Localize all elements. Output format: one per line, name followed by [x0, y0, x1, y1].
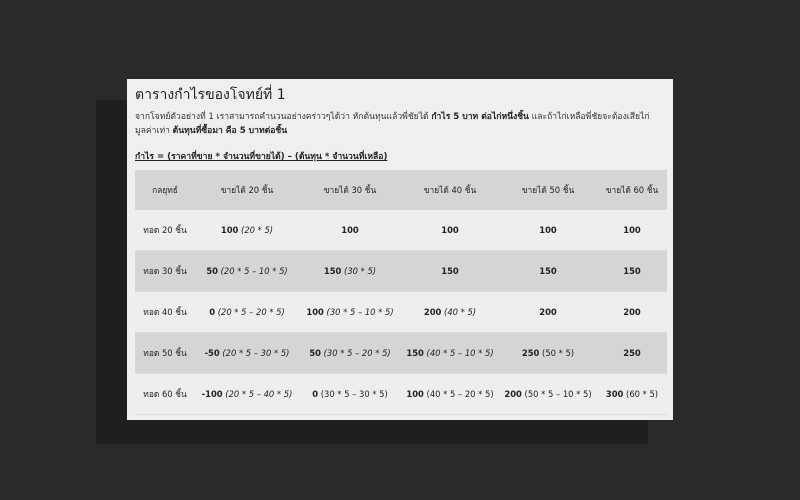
cell-value: 50 [206, 265, 218, 276]
intro-bold-2: ต้นทุนที่ซื้อมา คือ 5 บาทต่อชิ้น [172, 126, 288, 136]
cell-formula: (30 * 5 – 10 * 5) [326, 306, 394, 317]
table-cell [299, 292, 401, 333]
cell-value: 0 [209, 306, 216, 317]
table-cell [195, 210, 299, 251]
table-row [135, 210, 667, 251]
cell-formula: (20 * 5) [241, 224, 274, 235]
cell-formula: (30 * 5 – 30 * 5) [320, 388, 388, 399]
cell-formula: (20 * 5 – 30 * 5) [222, 347, 290, 358]
table-cell [499, 292, 597, 333]
cell-value: 150 [406, 347, 424, 358]
cell-value: 0 [312, 388, 319, 399]
table-row [135, 251, 667, 292]
page-title: ตารางกำไรของโจทย์ที่ 1 [135, 87, 286, 103]
cell-value: 300 [605, 388, 624, 399]
table-row [135, 333, 667, 374]
table-cell [299, 251, 401, 292]
cell-value: 250 [521, 347, 540, 358]
table-cell [195, 333, 299, 374]
cell-formula: (60 * 5) [626, 388, 659, 399]
cell-value: 150 [441, 265, 459, 276]
table-cell [401, 374, 499, 415]
table-cell [499, 333, 597, 374]
cell-value: -100 [201, 388, 223, 399]
row-label: ทอด 20 ชิ้น [135, 210, 195, 251]
table-cell [499, 251, 597, 292]
row-label: ทอด 30 ชิ้น [135, 251, 195, 292]
header-sell-60: ขายได้ 60 ชิ้น [597, 170, 667, 210]
table-cell [597, 210, 667, 251]
table-cell [195, 374, 299, 415]
intro-text-1: จากโจทย์ตัวอย่างที่ 1 เราสามารถคำนวนอย่างคร่าวๆได้ว่า หักต้นทุนแล้วพี่ชัยได้ [135, 112, 432, 122]
cell-formula: (30 * 5 – 20 * 5) [323, 347, 391, 358]
table-cell [401, 292, 499, 333]
table-cell [195, 251, 299, 292]
intro-paragraph [135, 110, 665, 138]
table-header-row [135, 170, 667, 210]
table-row [135, 292, 667, 333]
header-sell-30: ขายได้ 30 ชิ้น [299, 170, 401, 210]
cell-value: 200 [623, 306, 641, 317]
cell-value: 100 [406, 388, 424, 399]
cell-formula: (20 * 5 – 20 * 5) [217, 306, 285, 317]
content-card [127, 79, 673, 420]
cell-value: 100 [220, 224, 239, 235]
cell-formula: (50 * 5 – 10 * 5) [524, 388, 592, 399]
header-sell-20: ขายได้ 20 ชิ้น [195, 170, 299, 210]
profit-table [135, 170, 667, 415]
cell-value: 150 [323, 265, 342, 276]
row-label: ทอด 50 ชิ้น [135, 333, 195, 374]
cell-formula: (20 * 5 – 10 * 5) [220, 265, 288, 276]
cell-value: 50 [309, 347, 321, 358]
cell-value: -50 [204, 347, 220, 358]
table-row [135, 374, 667, 415]
table-cell [597, 292, 667, 333]
table-cell [401, 251, 499, 292]
table-cell [597, 374, 667, 415]
table-cell [299, 333, 401, 374]
cell-value: 200 [504, 388, 522, 399]
table-cell [499, 374, 597, 415]
cell-value: 100 [623, 224, 641, 235]
table-cell [401, 210, 499, 251]
intro-text-2: และถ้าไก่เหลือพี่ชัยจะต้องเสียไก่มูลค่าเท่า [135, 112, 650, 136]
table-cell [401, 333, 499, 374]
row-label: ทอด 60 ชิ้น [135, 374, 195, 415]
table-cell [597, 333, 667, 374]
cell-formula: (30 * 5) [344, 265, 377, 276]
header-sell-40: ขายได้ 40 ชิ้น [401, 170, 499, 210]
cell-formula: (40 * 5) [444, 306, 477, 317]
cell-formula: (50 * 5) [542, 347, 575, 358]
cell-value: 100 [341, 224, 359, 235]
header-strategy: กลยุทธ์ [135, 170, 195, 210]
cell-value: 250 [623, 347, 641, 358]
table-cell [299, 210, 401, 251]
table-cell [597, 251, 667, 292]
profit-formula: กำไร = (ราคาที่ขาย * จำนวนที่ขายได้) – (ต้นทุน * จำนวนที่เหลือ) [135, 152, 388, 162]
table-cell [195, 292, 299, 333]
cell-value: 200 [423, 306, 442, 317]
cell-value: 150 [539, 265, 557, 276]
intro-bold-1: กำไร 5 บาท ต่อไก่หนึ่งชิ้น [431, 112, 529, 122]
cell-value: 100 [306, 306, 324, 317]
cell-formula: (20 * 5 – 40 * 5) [225, 388, 293, 399]
table-body [135, 210, 667, 415]
table-cell [499, 210, 597, 251]
table-cell [299, 374, 401, 415]
cell-formula: (40 * 5 – 10 * 5) [426, 347, 494, 358]
cell-value: 150 [623, 265, 641, 276]
header-sell-50: ขายได้ 50 ชิ้น [499, 170, 597, 210]
cell-formula: (40 * 5 – 20 * 5) [426, 388, 494, 399]
row-label: ทอด 40 ชิ้น [135, 292, 195, 333]
cell-value: 200 [539, 306, 557, 317]
cell-value: 100 [539, 224, 557, 235]
cell-value: 100 [441, 224, 459, 235]
